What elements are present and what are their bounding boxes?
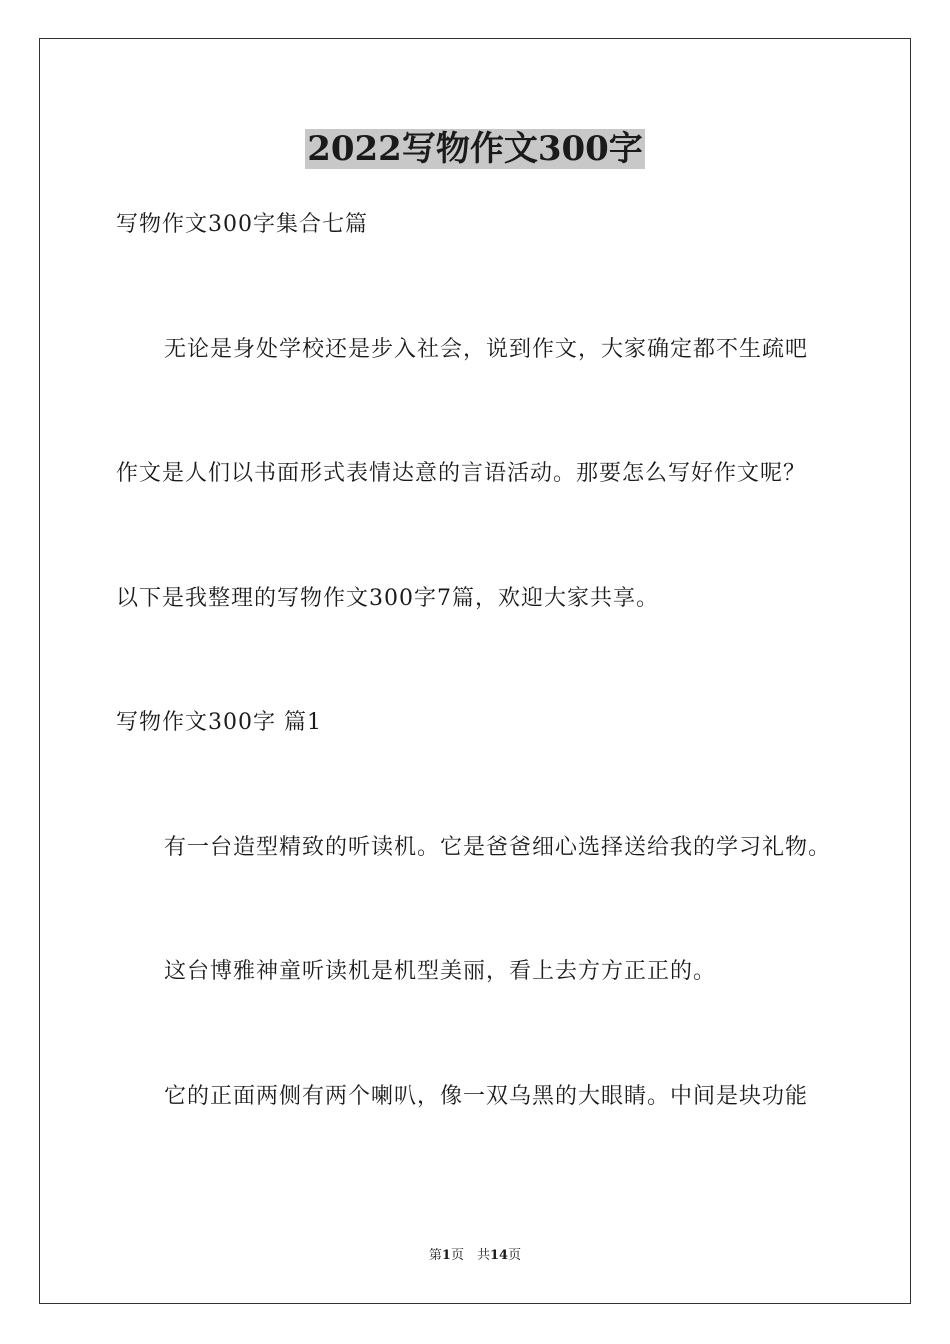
document-title xyxy=(0,127,950,171)
paragraph-intro-1: 无论是身处学校还是步入社会，说到作文，大家确定都不生疏吧 xyxy=(164,337,809,362)
footer-suffix: 页 xyxy=(508,1248,522,1263)
document-title-text: 2022写物作文300字 xyxy=(307,129,643,169)
page-footer xyxy=(0,1247,950,1265)
paragraph-body-2: 这台博雅神童听读机是机型美丽，看上去方方正正的。 xyxy=(164,959,717,984)
paragraph-intro-3: 以下是我整理的写物作文300字7篇，欢迎大家共享。 xyxy=(116,586,659,611)
paragraph-body-1: 有一台造型精致的听读机。它是爸爸细心选择送给我的学习礼物。 xyxy=(164,835,832,860)
footer-total-pages: 14 xyxy=(489,1248,509,1263)
paragraph-subtitle: 写物作文300字集合七篇 xyxy=(116,212,368,237)
footer-mid: 页 共 xyxy=(450,1248,490,1263)
section-heading-1: 写物作文300字 篇1 xyxy=(116,710,322,735)
paragraph-body-3: 它的正面两侧有两个喇叭，像一双乌黑的大眼睛。中间是块功能 xyxy=(164,1084,809,1109)
footer-prefix: 第 xyxy=(428,1248,442,1263)
footer-current-page: 1 xyxy=(441,1248,451,1263)
paragraph-intro-2: 作文是人们以书面形式表情达意的言语活动。那要怎么写好作文呢？ xyxy=(116,461,807,486)
